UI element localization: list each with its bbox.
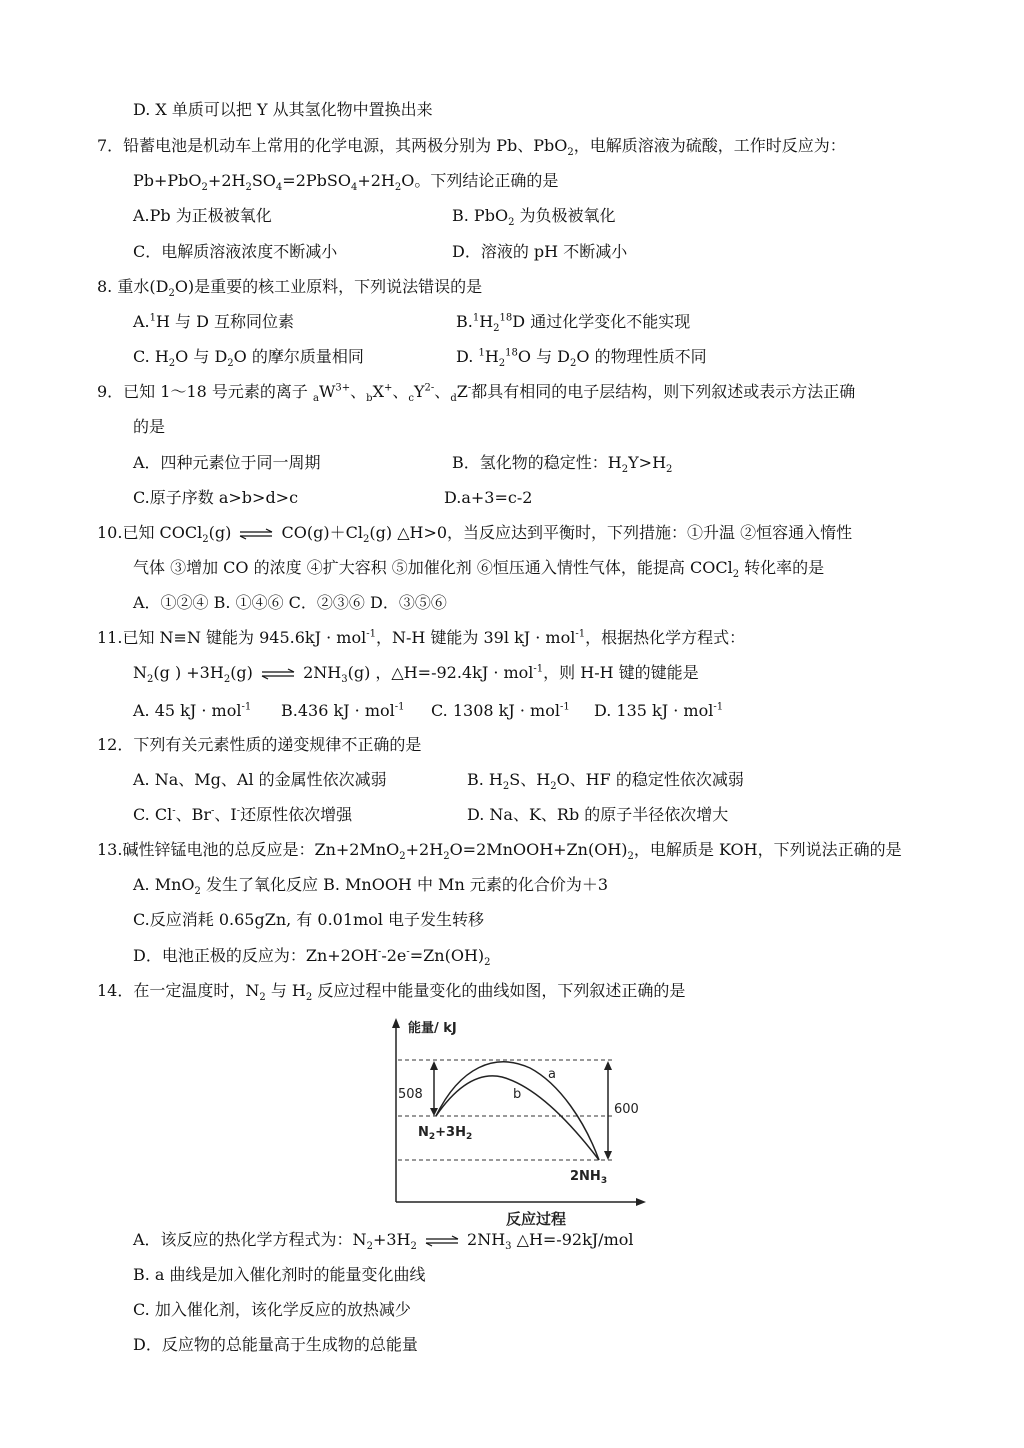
q13-stem: 13.碱性锌锰电池的总反应是：$Zn+2MnO_2+2H_2O=2MnOOH+Zn(OH)_2$，电解质是 KOH，下列说法正确的是: [97, 840, 902, 863]
q11-option-d: D. 135 kJ · mol$^{-1}$: [594, 701, 724, 720]
q11-option-c: C. 1308 kJ · mol$^{-1}$: [431, 701, 570, 720]
arrow-600-head-down: [604, 1151, 612, 1160]
energy-diagram: [380, 1012, 650, 1232]
q7-equation: $Pb+PbO_2+2H_2SO_4=2PbSO_4+2H_2O$。下列结论正确的是: [133, 171, 559, 194]
arrow-508-head-up: [430, 1061, 438, 1070]
q11-option-a: A. 45 kJ · mol$^{-1}$: [133, 701, 252, 720]
q11-stem: 11.已知 N≡N 键能为 945.6kJ · mol$^{-1}$，N-H 键能为 39l kJ · mol$^{-1}$，根据热化学方程式：: [97, 628, 746, 647]
q8-stem: 8. 重水$(D_2O)$是重要的核工业原料，下列说法错误的是: [97, 277, 483, 300]
q13-option-d: D．电池正极的反应为：$Zn+2OH^--2e^-=Zn(OH)_2$: [133, 946, 491, 969]
y-axis-arrow: [392, 1018, 400, 1028]
q8-option-c: C. $H_2O$ 与 $D_2O$ 的摩尔质量相同: [133, 347, 364, 370]
reactants-label: $N_2+3H_2$: [418, 1125, 473, 1142]
q9-option-c: C.原子序数 a>b>d>c: [133, 488, 299, 507]
q9-stem: 9．已知 1～18 号元素的离子 $_aW^{3+}$、$_b$X+、$_cY^{2-}$、$_d$Z-都具有相同的电子层结构，则下列叙述或表示方法正确: [97, 382, 856, 405]
equilibrium-arrow-icon: [238, 528, 274, 540]
q8-option-b: $B.^1H_2^{18}D$ 通过化学变化不能实现: [456, 312, 691, 335]
q12-option-a: A. Na、Mg、Al 的金属性依次减弱: [133, 770, 387, 789]
q7-stem: 7．铅蓄电池是机动车上常用的化学电源，其两极分别为 Pb、PbO$_2$，电解质溶液为硫酸，工作时反应为：: [97, 136, 846, 159]
product-label: $2NH_3$: [570, 1169, 608, 1186]
q7-option-c: C．电解质溶液浓度不断减小: [133, 242, 338, 261]
q8-option-d: D. $^1H_2^{18}O$ 与 $D_2O$ 的物理性质不同: [456, 347, 707, 370]
q9-option-b: B．氢化物的稳定性：$H_2Y>H_2$: [452, 453, 673, 476]
q9-option-d: D.a+3=c-2: [444, 488, 533, 507]
equilibrium-arrow-icon: [424, 1235, 460, 1247]
q14-stem: 14．在一定温度时，$N_2$ 与 $H_2$ 反应过程中能量变化的曲线如图，下列叙述正确的是: [97, 981, 686, 1004]
q11-option-b: B.436 kJ · mol$^{-1}$: [281, 701, 405, 720]
arrow-600-head-up: [604, 1061, 612, 1070]
curve-b-label: b: [513, 1087, 522, 1102]
curve-a: [436, 1062, 599, 1160]
q14-option-c: C. 加入催化剂，该化学反应的放热减少: [133, 1300, 411, 1319]
value-600: 600: [614, 1102, 639, 1117]
q13-option-c: C.反应消耗 0.65gZn, 有 0.01mol 电子发生转移: [133, 910, 485, 929]
x-axis-arrow: [636, 1198, 646, 1206]
q6-option-d: D. X 单质可以把 Y 从其氢化物中置换出来: [133, 100, 433, 119]
q14-option-a: A．该反应的热化学方程式为：$N_2+3H_2$ $2NH_3$ △H=-92kJ/mol: [133, 1230, 634, 1253]
q10-stem: 10.已知 COCl$_2$(g) $CO(g)+Cl_2(g)$ △H>0，当反应达到平衡时，下列措施：①升温 ②恒容通入惰性: [97, 523, 853, 546]
q12-stem: 12．下列有关元素性质的递变规律不正确的是: [97, 735, 422, 754]
equilibrium-arrow-icon: [260, 668, 296, 680]
q12-option-c: C. Cl-、Br-、I-还原性依次增强: [133, 805, 353, 824]
x-axis-label: 反应过程: [506, 1210, 567, 1228]
q13-option-ab: A. MnO$_2$ 发生了氧化反应 B. MnOOH 中 Mn 元素的化合价为＋3: [133, 875, 609, 898]
q12-option-b: B. $H_2S$、$H_2O$、HF 的稳定性依次减弱: [467, 770, 744, 793]
q14-option-d: D．反应物的总能量高于生成物的总能量: [133, 1335, 418, 1354]
curve-a-label: a: [548, 1067, 556, 1082]
q7-option-a: A.Pb 为正极被氧化: [133, 206, 272, 225]
q9-option-a: A．四种元素位于同一周期: [133, 453, 321, 472]
q7-option-d: D．溶液的 pH 不断减小: [452, 242, 628, 261]
q10-options: A．①②④ B. ①④⑥ C．②③⑥ D．③⑤⑥: [133, 593, 447, 612]
y-axis-label: 能量/ kJ: [408, 1021, 457, 1036]
q9-stem-cont: 的是: [133, 417, 166, 436]
value-508: 508: [398, 1087, 423, 1102]
q14-option-b: B. a 曲线是加入催化剂时的能量变化曲线: [133, 1265, 426, 1284]
q7-option-b: B. PbO$_2$ 为负极被氧化: [452, 206, 616, 229]
q8-option-a: A.$^1$H 与 D 互称同位素: [133, 312, 295, 331]
q11-equation: $N_2(g$ ) $+3H_2(g)$ $2NH_3(g)$ ，△H=-92.4kJ · mol$^{-1}$，则 H-H 键的键能是: [133, 663, 699, 686]
q10-stem-cont: 气体 ③增加 CO 的浓度 ④扩大容积 ⑤加催化剂 ⑥恒压通入情性气体，能提高 COCl$_2$ 转化率的是: [133, 558, 825, 581]
q12-option-d: D. Na、K、Rb 的原子半径依次增大: [467, 805, 729, 824]
